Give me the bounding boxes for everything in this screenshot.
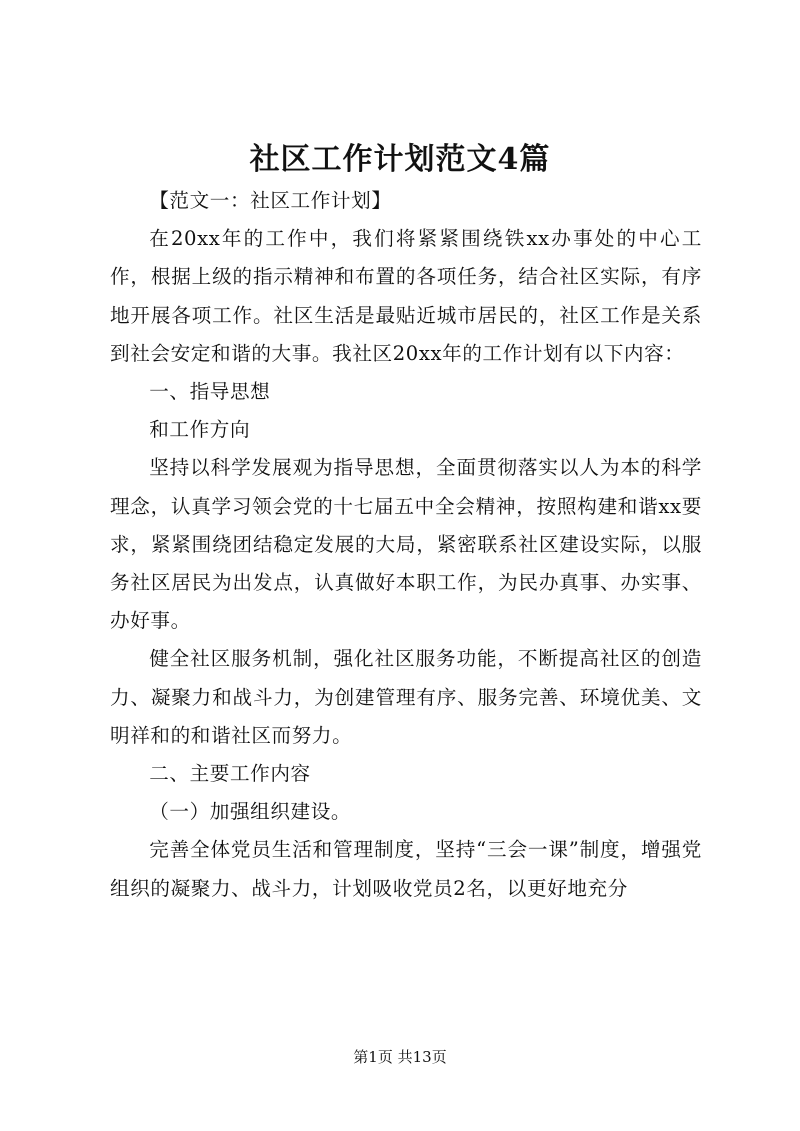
body-paragraph: 在20xx年的工作中，我们将紧紧围绕铁xx办事处的中心工作，根据上级的指示精神和布置的各项任务，结合社区实际，有序地开展各项工作。社区生活是最贴近城市居民的，社区工作是关系到社会安定和谐的大事。我社区20xx年的工作计划有以下内容： (110, 227, 702, 365)
body-paragraph: 健全社区服务机制，强化社区服务功能，不断提高社区的创造力、凝聚力和战斗力，为创建管理有序、服务完善、环境优美、文明祥和的和谐社区而努力。 (110, 647, 702, 747)
subsection-heading: （一）加强组织建设。 (149, 800, 352, 824)
section-heading: 【范文一：社区工作计划】 (149, 189, 392, 212)
body-paragraph: 坚持以科学发展观为指导思想，全面贯彻落实以人为本的科学理念，认真学习领会党的十七届五中全会精神，按照构建和谐xx要求，紧紧围绕团结稳定发展的大局，紧密联系社区建设实际，以服务社区居民为出发点，认真做好本职工作，为民办真事、办实事、办好事。 (110, 456, 702, 633)
document-body (110, 182, 702, 908)
page-footer: 第1页 共13页 (353, 1048, 447, 1066)
section-heading: 一、指导思想 (149, 380, 271, 404)
section-heading: 二、主要工作内容 (149, 762, 311, 786)
body-paragraph: 和工作方向 (149, 418, 251, 442)
page-title: 社区工作计划范文4篇 (249, 142, 551, 177)
body-paragraph: 完善全体党员生活和管理制度，坚持“三会一课”制度，增强党组织的凝聚力、战斗力，计划吸收党员2名，以更好地充分 (110, 838, 702, 900)
